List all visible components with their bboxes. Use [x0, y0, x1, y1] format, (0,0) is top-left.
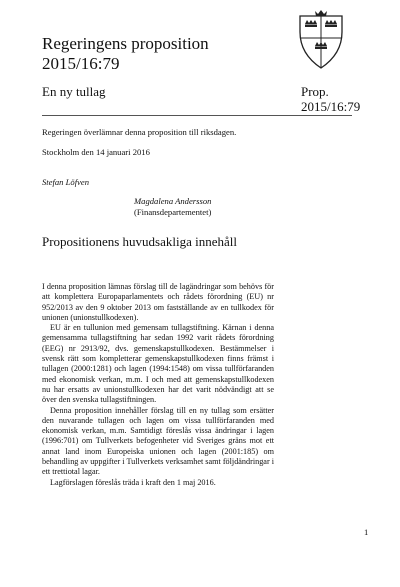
proposition-label: Prop. — [301, 84, 329, 99]
body-paragraph: Denna proposition innehåller förslag till en ny tullag som ersätter den nuvarande tullagen och lagen om vissa tullförfaranden med ekonomisk verkan, m.m. Samtidigt föreslås vissa ändringar i lagen (1996:701) om Tullverkets befogenheter vid Sveriges gräns mot ett annat land inom Europeiska unionen och lagen (2001:185) om behandling av uppgifter i Tullverkets verksamhet samt följdändringar i ett trettiotal lagar. — [42, 405, 274, 477]
crown-emblem-icon — [296, 10, 346, 72]
document-number: 2015/16:79 — [42, 54, 120, 73]
page-number: 1 — [364, 527, 369, 537]
body-paragraph: EU är en tullunion med gemensam tullagstiftning. Kärnan i denna gemensamma tullagstiftning har sedan 1992 varit rådets förordning (EEG) nr 2913/92, dvs. gemenskapstullkodexen. Bestämmelser i svensk rätt som kompletterar gemenskapstullkodexen finns främst i tullagen (2000:1281) och lagen (1994:1548) om vissa tullförfaranden med ekonomisk verkan, m.m. I och med att gemenskapstullkodexen nu har ersatts av unionstullkodexen har det varit nödvändigt att se över den svenska tullagstiftningen. — [42, 323, 274, 405]
signatory-minister: Magdalena Andersson — [134, 196, 212, 206]
submission-text: Regeringen överlämnar denna proposition till riksdagen. — [42, 127, 237, 137]
section-body — [42, 282, 274, 488]
proposition-subtitle: En ny tullag — [42, 84, 106, 99]
body-paragraph: I denna proposition lämnas förslag till de lagändringar som behövs för att komplettera Europaparlamentets och rådets förordning (EU) nr 952/2013 av den 9 oktober 2013 om fastställande av en tullkodex för unionen (unionstullkodexen). — [42, 282, 274, 322]
header-divider — [42, 115, 352, 116]
proposition-number: 2015/16:79 — [301, 99, 361, 114]
body-paragraph: Lagförslagen föreslås träda i kraft den 1 maj 2016. — [50, 477, 216, 487]
signatory-prime-minister: Stefan Löfven — [42, 177, 90, 187]
signatory-department: (Finansdepartementet) — [134, 207, 212, 217]
section-heading: Propositionens huvudsakliga innehåll — [42, 234, 237, 249]
document-title: Regeringens proposition — [42, 34, 209, 53]
place-date: Stockholm den 14 januari 2016 — [42, 147, 150, 157]
